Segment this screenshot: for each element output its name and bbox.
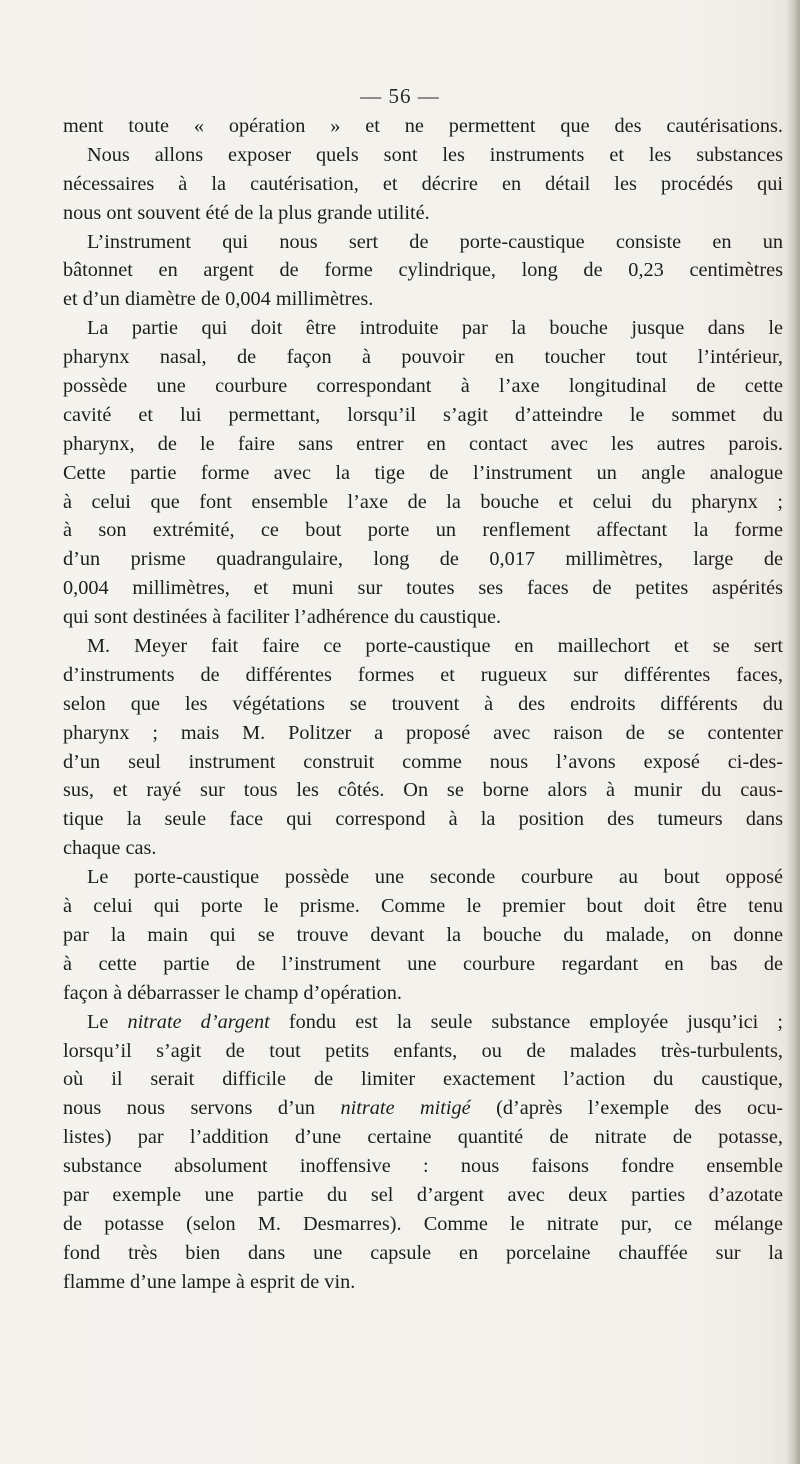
text-line: de potasse (selon M. Desmarres). Comme le nitrate pur, ce mélange: [63, 1212, 783, 1235]
text-line: Nous allons exposer quels sont les instruments et les substances: [87, 143, 783, 166]
text-line: sus, et rayé sur tous les côtés. On se borne alors à munir du caus-: [63, 779, 783, 802]
text-line: chaque cas.: [63, 837, 157, 860]
text-line: façon à débarrasser le champ d’opération.: [63, 981, 402, 1004]
text-line: nous ont souvent été de la plus grande utilité.: [63, 201, 430, 224]
text-line: par la main qui se trouve devant la bouche du malade, on donne: [63, 923, 783, 946]
text-line: d’un seul instrument construit comme nous l’avons exposé ci-des-: [63, 750, 783, 773]
text-line: flamme d’une lampe à esprit de vin.: [63, 1270, 356, 1293]
text-line: substance absolument inoffensive : nous faisons fondre ensemble: [63, 1155, 783, 1178]
text-line: pharynx ; mais M. Politzer a proposé avec raison de se contenter: [63, 721, 783, 744]
text-line: ment toute « opération » et ne permettent que des cautérisations.: [63, 115, 783, 137]
text-line: listes) par l’addition d’une certaine quantité de nitrate de potasse,: [63, 1126, 783, 1149]
text-line: L’instrument qui nous sert de porte-caustique consiste en un: [87, 230, 783, 253]
text-line: à son extrémité, ce bout porte un renflement affectant la forme: [63, 519, 783, 542]
text-line: 0,004 millimètres, et muni sur toutes ses faces de petites aspérités: [63, 577, 783, 600]
text-line: qui sont destinées à faciliter l’adhérence du caustique.: [63, 606, 502, 629]
text-line: cavité et lui permettant, lorsqu’il s’agit d’atteindre le sommet du: [63, 403, 783, 426]
text-line: Cette partie forme avec la tige de l’instrument un angle analogue: [63, 461, 783, 484]
text-line-end: (d’après l’exemple des ocu-: [470, 1097, 783, 1120]
text-line: où il serait difficile de limiter exactement l’action du caustique,: [63, 1068, 783, 1091]
page-number: — 56 —: [360, 84, 440, 108]
text-line: pharynx, de le faire sans entrer en contact avec les autres parois.: [63, 432, 783, 455]
text-line: M. Meyer fait faire ce porte-caustique en maillechort et se sert: [87, 635, 783, 658]
text-line: Le porte-caustique possède une seconde courbure au bout opposé: [87, 866, 783, 889]
text-line: à celui que font ensemble l’axe de la bouche et celui du pharynx ;: [63, 490, 783, 513]
text-line: et d’un diamètre de 0,004 millimètres.: [63, 288, 374, 311]
text-line: selon que les végétations se trouvent à des endroits différents du: [63, 692, 783, 715]
text-line-start: nous nous servons d’un: [63, 1097, 341, 1120]
page-edge-shadow: [786, 0, 800, 1464]
text-line: d’instruments de différentes formes et rugueux sur différentes faces,: [63, 663, 783, 686]
text-line: La partie qui doit être introduite par la bouche jusque dans le: [87, 317, 783, 340]
text-line-end: fondu est la seule substance employée jusqu’ici ;: [269, 1010, 784, 1033]
italic-term: nitrate d’argent: [127, 1010, 270, 1033]
text-line: possède une courbure correspondant à l’axe longitudinal de cette: [63, 375, 783, 398]
text-line: [63, 1094, 783, 1123]
text-line: bâtonnet en argent de forme cylindrique, long de 0,23 centimètres: [63, 259, 783, 282]
italic-term: nitrate mitigé: [340, 1097, 471, 1120]
text-line: lorsqu’il s’agit de tout petits enfants, ou de malades très-turbulents,: [63, 1039, 783, 1062]
text-line: pharynx nasal, de façon à pouvoir en toucher tout l’intérieur,: [63, 346, 783, 369]
text-line: par exemple une partie du sel d’argent avec deux parties d’azotate: [63, 1183, 783, 1206]
text-line-start: Le: [87, 1010, 128, 1033]
text-line: nécessaires à la cautérisation, et décrire en détail les procédés qui: [63, 172, 783, 195]
text-line: d’un prisme quadrangulaire, long de 0,017 millimètres, large de: [63, 548, 783, 571]
text-line: à celui qui porte le prisme. Comme le premier bout doit être tenu: [63, 895, 783, 918]
text-line: [63, 1008, 783, 1037]
body-text: [63, 112, 783, 1297]
text-line: tique la seule face qui correspond à la position des tumeurs dans: [63, 808, 783, 831]
text-line: fond très bien dans une capsule en porcelaine chauffée sur la: [63, 1241, 783, 1264]
text-line: à cette partie de l’instrument une courbure regardant en bas de: [63, 952, 783, 975]
